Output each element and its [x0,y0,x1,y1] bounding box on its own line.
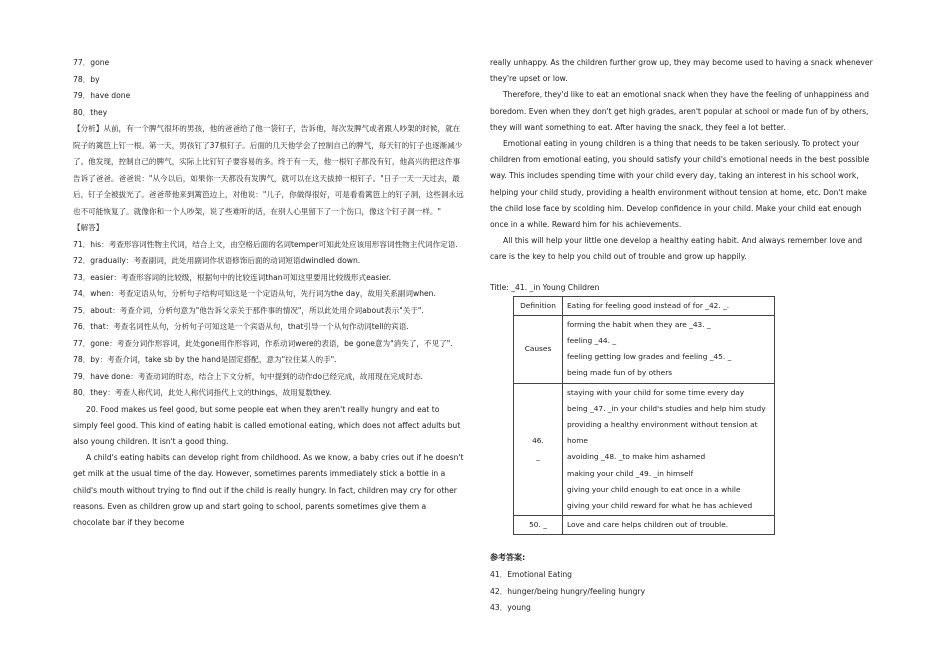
definition-label: Definition [514,296,563,315]
passage-paragraph: really unhappy. As the children further grow up, they may become used to having a snack whenever they're upset or low. [490,58,873,84]
explanation-item: 78．by：考查介词，take sb by the hand是固定搭配，意为"拉住某人的手". [73,355,337,364]
answer-line: 79．have done [73,91,131,100]
table-row [514,315,775,383]
advice-line: giving your child reward for what he has achieved [567,501,753,511]
definition-text: Eating for feeling good instead of for _42. _. [563,296,775,315]
cause-line: feeling getting low grades and feeling _45. _ [567,352,732,362]
explanation-item: 75．about：考查介词，分析句意为"他告诉父亲关于那件事的情况"，所以此处用介词about表示"关于". [73,305,424,315]
cause-line: forming the habit when they are _43. _ [567,319,711,329]
outline-table [513,296,775,536]
explanation-item: 79．have done：考查动词的时态，结合上下文分析，句中提到的动作do已经完成，故用现在完成时态. [73,371,424,381]
answer-line: 42．hunger/being hungry/feeling hungry [490,586,646,596]
explanation-item: 71．his：考查形容词性物主代词，结合上文，由空格后面的名词temper可知此处应该用形容词性物主代词作定语. [73,239,458,249]
passage-paragraph: Therefore, they'd like to eat an emotional snack when they have the feeling of unhappiness and boredom. Even when they don't get high grades, aren't popular at school or made fun of by others, they will want something to eat. After having the snack, they feel a lot better. [490,90,869,132]
outline-title: Title: _41. _in Young Children [490,282,600,292]
answer-line: 43．young [490,603,531,613]
passage-paragraph: A child's eating habits can develop right from childhood. As we know, a baby cries out if he doesn't get milk at the usual time of the day. However, sometimes parents immediately stick a bottle in a child's mouth without trying to find out if the child is really hungry. In fact, children may cry for other reasons. Even as children grow up and start going to school, parents sometimes give them a chocolate bar if they become [73,453,464,527]
q50-label: 50. _ [514,516,563,535]
advice-line: giving your child enough to eat once in a while [567,484,741,494]
advice-line: staying with your child for some time every day [567,387,745,397]
q50-text: Love and care helps children out of trouble. [563,516,775,535]
advice-line: being _47. _in your child's studies and help him study [567,403,766,413]
passage-paragraph: Emotional eating in young children is a thing that needs to be taken seriously. To protect your children from emotional eating, you should satisfy your child's emotional needs in the best possible way. This includes spending time with your child every day, taking an interest in his school work, helping your child study, providing a health environment without tension at home, etc. Don't make the child lose face by scolding him. Develop confidence in your child. Make your child eat enough once in a while. Reward him for his achievements. [490,139,870,230]
table-row [514,516,775,535]
analysis-paragraph: 【分析】从前，有一个脾气很坏的男孩，他的爸爸给了他一袋钉子，告诉他，每次发脾气或者跟人吵架的时候，就在院子的篱笆上钉一根。第一天，男孩钉了37根钉子。后面的几天他学会了控制自己的脾气，每天钉的钉子也逐渐减少了。他发现，控制自己的脾气，实际上比钉钉子要容易的多。终于有一天，他一根钉子都没有钉，他高兴的把这件事告诉了爸爸。爸爸说："从今以后，如果你一天都没有发脾气，就可以在这天拔掉一根钉子。"日子一天一天过去，最后，钉子全被拔光了。爸爸带他来到篱笆边上，对他说："儿子，你做得很好，可是看看篱笆上的钉子洞，这些洞永远也不可能恢复了。就像你和一个人吵架，说了些难听的话，在别人心里留下了一个伤口，像这个钉子洞一样。" [73,124,464,216]
passage-paragraph: 20. Food makes us feel good, but some people eat when they aren't really hungry and eat to simply feel good. This kind of eating habit is called emotional eating, which does not affect adults but also young children. It isn't a good thing. [73,404,461,446]
answer-line: 41．Emotional Eating [490,570,572,580]
explanation-item: 77．gone：考查分词作形容词，此处gone用作形容词，作系动词were的表语，be gone意为"消失了，不见了". [73,338,453,348]
cause-line: being made fun of by others [567,368,673,378]
passage-paragraph: All this will help your little one develop a healthy eating habit. And always remember love and care is the key to help you child out of trouble and grow up happily. [490,236,863,262]
advice-line: avoiding _48. _to make him ashamed [567,452,706,462]
causes-cell [563,315,775,383]
explanation-item: 72．gradually：考查副词，此处用副词作状语修饰后面的动词短语dwindled down. [73,256,361,265]
causes-label: Causes [514,315,563,383]
advice-line: providing a healthy environment without tension at home [567,420,758,446]
explanation-item: 73．easier：考查形容词的比较级，根据句中的比较连词than可知这里要用比较级形式easier. [73,272,392,282]
q46-cell [563,383,775,516]
q46-blank: _ [536,452,540,462]
q46-label-cell [514,383,563,516]
explanation-item: 74．when：考查定语从句，分析句子结构可知这是一个定语从句，先行词为the day，故用关系副词when. [73,289,436,298]
advice-line: making your child _49. _in himself [567,468,694,478]
explain-heading: 【解答】 [73,223,104,232]
answers-heading: 参考答案: [490,553,526,563]
explanation-item: 76．that：考查名词性从句，分析句子可知这是一个宾语从句，that引导一个从句作动词tell的宾语. [73,322,409,331]
cause-line: feeling _44. _ [567,336,617,346]
left-column [73,55,465,531]
answer-line: 77．gone [73,58,110,67]
right-column [490,55,880,617]
q46-label: 46. [532,436,544,446]
table-row [514,296,775,315]
answer-line: 80．they [73,107,108,117]
table-row [514,383,775,516]
explanation-item: 80．they：考查人称代词，此处人称代词指代上文的things，故用复数they. [73,388,332,397]
answer-line: 78．by [73,74,100,84]
